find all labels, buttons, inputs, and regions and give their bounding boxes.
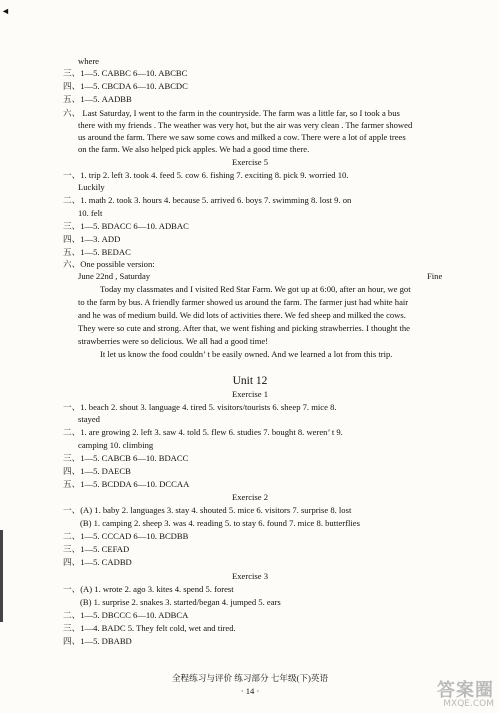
answer-line: where (78, 56, 99, 66)
answer-line: Today my classmates and I visited Red Star Farm. We got up at 6:00, after an hour, we got (100, 284, 411, 294)
watermark-url: MXQE.COM (443, 699, 494, 709)
answer-line: 三、1—5. CABCB 6—10. BDACC (63, 453, 189, 463)
answer-line: They were so cute and strong. After that, we went fishing and picking strawberries. I thought the (78, 323, 410, 333)
answer-line: 三、1—4. BADC 5. They felt cold, wet and tired. (63, 623, 236, 633)
answer-line: 五、1—5. BCDDA 6—10. DCCAA (63, 479, 190, 489)
answer-line: on the farm. We also helped pick apples. We had a good time there. (78, 144, 310, 154)
answer-line: stayed (78, 414, 100, 424)
answer-line: 一、(A) 1. baby 2. languages 3. stay 4. shouted 5. mice 6. visitors 7. surprise 8. lost (63, 505, 352, 515)
answer-line: 一、(A) 1. wrote 2. ago 3. kites 4. spend 5. forest (63, 584, 234, 594)
answer-line: 四、1—5. CADBD (63, 557, 132, 567)
answer-line: 四、1—5. DAECB (63, 466, 131, 476)
answer-line: 五、1—5. BEDAC (63, 247, 131, 257)
answer-line: 二、1. are growing 2. left 3. saw 4. told 5. flew 6. studies 7. bought 8. weren’ t 9. (63, 427, 343, 437)
answer-line: It let us know the food couldn’ t be easily owned. And we learned a lot from this trip. (100, 349, 393, 359)
exercise-heading: Exercise 3 (231, 571, 269, 581)
answer-line: (B) 1. camping 2. sheep 3. was 4. reading 5. to stay 6. found 7. mice 8. butterflies (80, 518, 360, 528)
answer-line: to the farm by bus. A friendly farmer showed us around the farm. The farmer just had white hair (78, 297, 409, 307)
exercise-heading: Exercise 2 (231, 492, 269, 502)
watermark (437, 682, 494, 709)
answer-line: 一、1. trip 2. left 3. took 4. feed 5. cow 6. fishing 7. exciting 8. pick 9. worried 10. (63, 170, 349, 180)
answer-line: 二、1—5. CCCAD 6—10. BCDBB (63, 531, 189, 541)
answer-line: (B) 1. surprise 2. snakes 3. started/began 4. jumped 5. ears (80, 597, 281, 607)
answer-line: 三、1—5. CEFAD (63, 544, 130, 554)
answer-line: 二、1—5. DBCCC 6—10. ADBCA (63, 610, 189, 620)
exercise-heading: Exercise 1 (231, 389, 269, 399)
answer-line: Fine (427, 271, 443, 281)
answer-line: June 22nd , Saturday (78, 271, 151, 281)
answer-line: and he was of medium build. We did lots of activities there. We fed sheep and milked the cows. (78, 310, 406, 320)
page-corner-mark: ◄ (1, 6, 10, 16)
watermark-logo: 答案圈 (437, 680, 494, 701)
answer-line: 二、1. math 2. took 3. hours 4. because 5. arrived 6. boys 7. swimming 8. lost 9. on (63, 195, 352, 205)
answer-line: camping 10. climbing (78, 440, 154, 450)
answer-line: 三、1—5. BDACC 6—10. ADBAC (63, 221, 189, 231)
answer-line: Luckily (78, 182, 105, 192)
answer-line: 六、One possible version: (63, 259, 155, 269)
exercise-heading: Exercise 5 (231, 157, 269, 167)
answer-line: 一、1. beach 2. shout 3. language 4. tired 5. visitors/tourists 6. sheep 7. mice 8. (63, 402, 337, 412)
answer-line: 四、1—5. DBABD (63, 636, 132, 646)
answer-line: us around the farm. There we saw some cows and milked a cow. There were a lot of apple trees (78, 132, 406, 142)
answer-line: 10. felt (78, 208, 103, 218)
answer-line: 三、1—5. CABBC 6—10. ABCBC (63, 68, 188, 78)
answer-line: there with my friends . The weather was very hot, but the air was very clean . The farmer showed (78, 120, 413, 130)
answer-line: strawberries were so delicious. We all had a good time! (78, 336, 269, 346)
answer-line: 四、1—5. CBCDA 6—10. ABCDC (63, 81, 188, 91)
answer-line: 六、 Last Saturday, I went to the farm in the countryside. The farm was a little far, so I took a bus (63, 108, 400, 118)
page-footer: 全程练习与评价 练习部分 七年级(下)英语 (171, 673, 329, 683)
page-footer: · 14 · (240, 686, 260, 696)
answer-line: 五、1—5. AADBB (63, 94, 132, 104)
answer-line: 四、1—3. ADD (63, 234, 121, 244)
unit-title: Unit 12 (232, 375, 268, 387)
